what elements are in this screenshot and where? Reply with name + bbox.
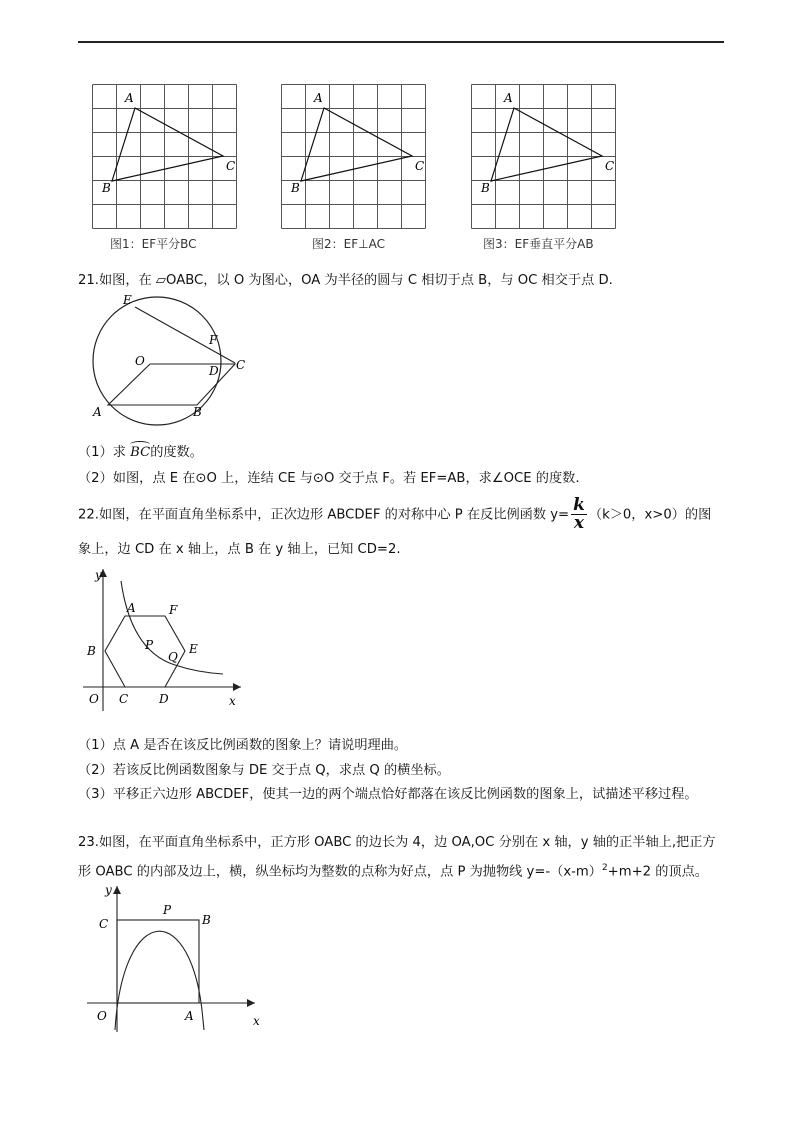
- caption-fig2: 图2：EF⊥AC: [312, 237, 385, 251]
- label-a: A: [185, 1009, 194, 1023]
- label-a: A: [314, 91, 323, 105]
- caption-fig1: 图1：EF平分BC: [110, 237, 197, 251]
- label-d: D: [209, 364, 219, 378]
- label-b: B: [481, 181, 490, 195]
- q23-parabola-figure: [83, 880, 273, 1039]
- label-b: B: [193, 405, 202, 419]
- label-x: x: [253, 1014, 260, 1028]
- q21-text: 21.如图，在 ▱OABC，以 O 为图心，OA 为半径的圆与 C 相切于点 B，与 OC 相交于点 D.: [78, 273, 613, 288]
- triangle-abc: [491, 108, 602, 181]
- label-p: P: [163, 903, 172, 917]
- q21-sub1: （1）求 BC的度数。: [78, 445, 203, 460]
- q21-sub2: （2）如图，点 E 在⊙O 上，连结 CE 与⊙O 交于点 F。若 EF=AB，求∠OCE 的度数.: [78, 471, 580, 486]
- label-c: C: [415, 159, 425, 173]
- header-rule: [78, 41, 724, 43]
- line-ec: [135, 307, 235, 363]
- label-y: y: [105, 883, 112, 897]
- label-b: B: [87, 644, 96, 658]
- label-a: A: [504, 91, 513, 105]
- label-a: A: [127, 601, 136, 615]
- label-c: C: [99, 917, 109, 931]
- q22-sub3: （3）平移正六边形 ABCDEF，使其一边的两个端点恰好都落在该反比例函数的图象上，试描述平移过程。: [78, 787, 698, 802]
- q21-circle-figure: [85, 292, 255, 431]
- label-a: A: [93, 405, 102, 419]
- q22-line2: 象上，边 CD 在 x 轴上，点 B 在 y 轴上，已知 CD=2.: [78, 542, 401, 557]
- label-x: x: [229, 694, 236, 708]
- grid-figure-1: [92, 84, 242, 238]
- label-a: A: [125, 91, 134, 105]
- grid-lines: [93, 85, 237, 229]
- label-o: O: [89, 692, 99, 706]
- label-y: y: [95, 568, 102, 582]
- label-e: E: [189, 642, 198, 656]
- fraction-k-over-x: $\frac{k}{x}$: [573, 495, 585, 533]
- label-c: C: [226, 159, 236, 173]
- caption-fig3: 图3：EF垂直平分AB: [483, 237, 594, 251]
- label-f: F: [169, 603, 178, 617]
- arc-bc: BC: [130, 445, 151, 460]
- label-c: C: [236, 358, 246, 372]
- grid-figure-3: [471, 84, 621, 238]
- q22-line1: 22.如图，在平面直角坐标系中，正次边形 ABCDEF 的对称中心 P 在反比例函数 y= $\frac{k}{x}$ （k＞0，x>0）的图: [78, 495, 712, 533]
- triangle-abc: [112, 108, 223, 181]
- label-o: O: [135, 354, 145, 368]
- label-e: E: [123, 293, 132, 307]
- q22-hexagon-figure: [83, 563, 253, 717]
- label-o: O: [97, 1009, 107, 1023]
- q23-line1: 23.如图，在平面直角坐标系中，正方形 OABC 的边长为 4，边 OA,OC 分别在 x 轴，y 轴的正半轴上,把正方: [78, 835, 716, 850]
- grid-figure-2: [281, 84, 431, 238]
- q23-line2: 形 OABC 的内部及边上，横，纵坐标均为整数的点称为好点，点 P 为抛物线 $y=-(x-m)^2+m+2$ 的顶点。: [78, 863, 708, 880]
- q22-sub1: （1）点 A 是否在该反比例函数的图象上？请说明理曲。: [78, 738, 408, 753]
- label-f: F: [209, 333, 218, 347]
- label-p: P: [145, 638, 154, 652]
- label-q: Q: [168, 650, 178, 664]
- label-b: B: [291, 181, 300, 195]
- q22-sub2: （2）若该反比例函数图象与 DE 交于点 Q，求点 Q 的横坐标。: [78, 763, 450, 778]
- label-b: B: [202, 913, 211, 927]
- label-c: C: [119, 692, 129, 706]
- triangle-abc: [301, 108, 412, 181]
- square-oabc: [117, 920, 199, 1003]
- label-d: D: [159, 692, 169, 706]
- label-c: C: [605, 159, 615, 173]
- label-b: B: [102, 181, 111, 195]
